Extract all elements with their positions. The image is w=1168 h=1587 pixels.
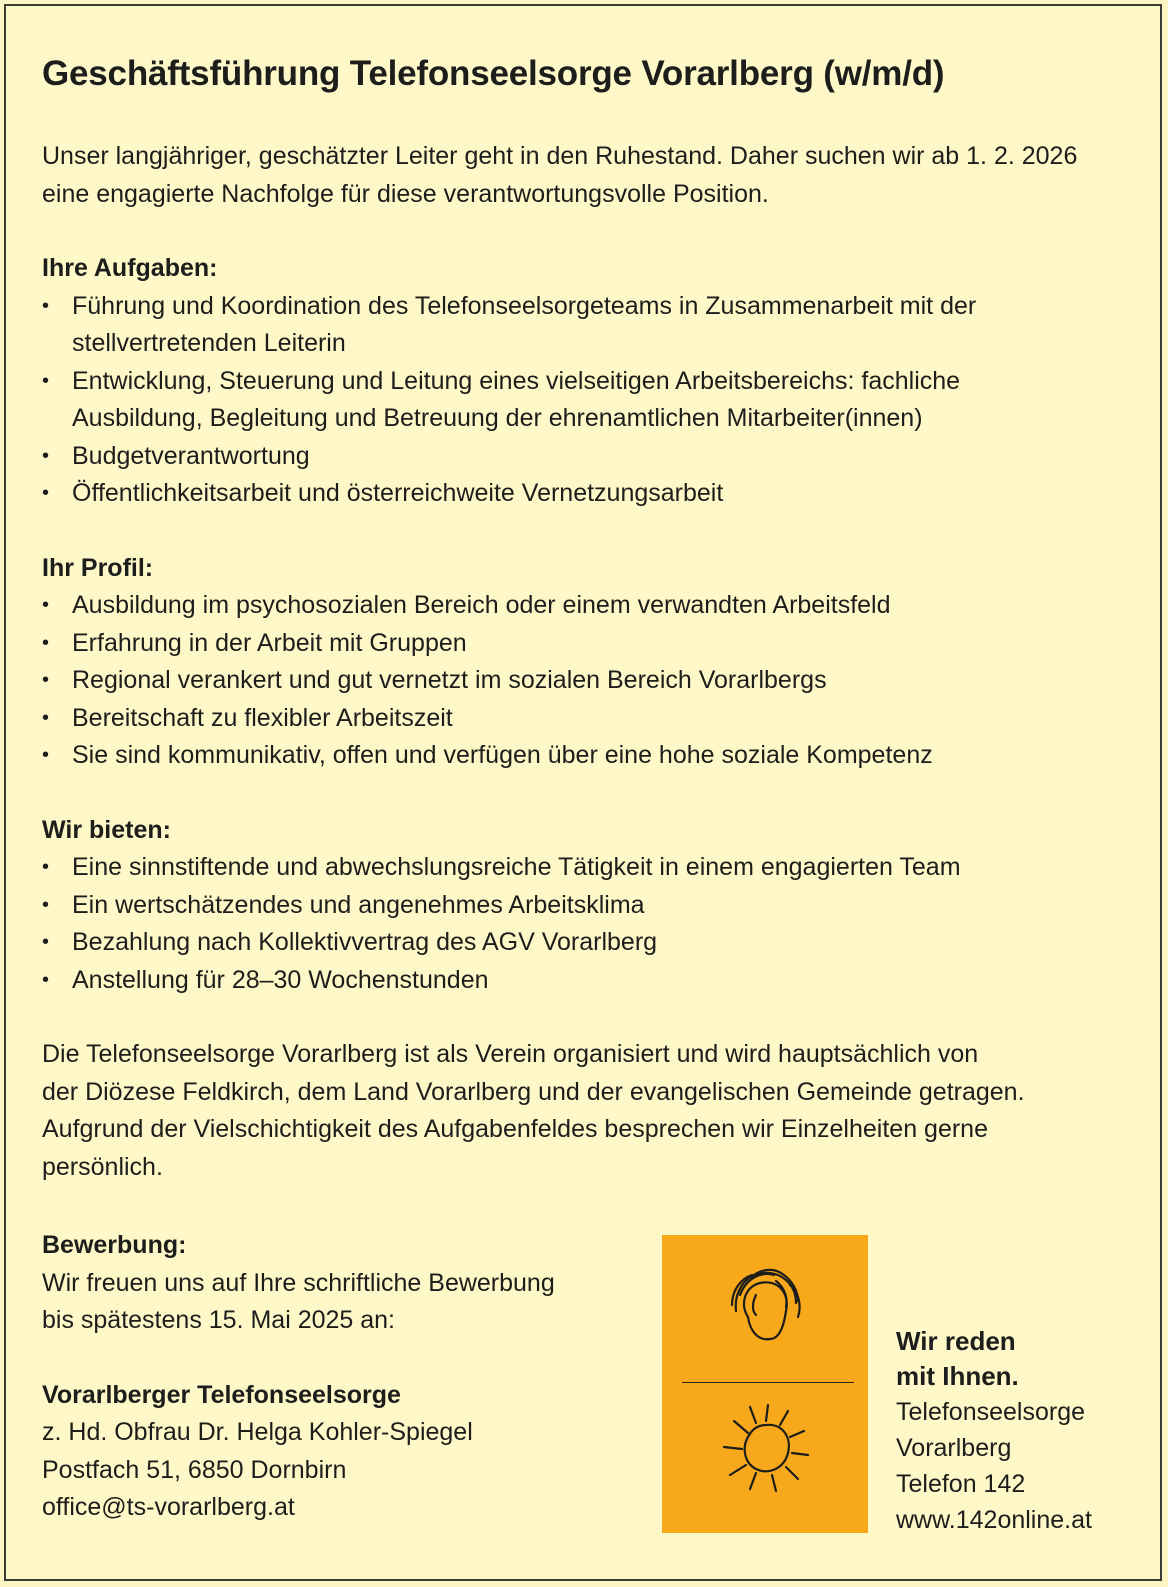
list-item: • Anstellung für 28–30 Wochenstunden xyxy=(42,962,1132,1000)
list-item: • Sie sind kommunikativ, offen und verfügen über eine hohe soziale Kompetenz xyxy=(42,737,1132,775)
list-item: • Eine sinnstiftende und abwechslungsreiche Tätigkeit in einem engagierten Team xyxy=(42,849,1132,887)
bewerbung-line: bis spätestens 15. Mai 2025 an: xyxy=(42,1306,396,1334)
address-org: Vorarlberger Telefonseelsorge xyxy=(42,1380,401,1409)
main-content xyxy=(42,52,1132,1186)
address-postal: Postfach 51, 6850 Dornbirn xyxy=(42,1455,347,1484)
list-item: • Regional verankert und gut vernetzt im sozialen Bereich Vorarlbergs xyxy=(42,662,1132,700)
bewerbung-heading: Bewerbung: xyxy=(42,1231,187,1259)
aufgaben-list xyxy=(42,288,1132,513)
page-title: Geschäftsführung Telefonseelsorge Vorarlberg (w/m/d) xyxy=(42,54,945,93)
list-item: • Bezahlung nach Kollektivvertrag des AGV Vorarlberg xyxy=(42,924,1132,962)
list-item: • Öffentlichkeitsarbeit und österreichweite Vernetzungsarbeit xyxy=(42,475,1132,513)
closing-paragraph xyxy=(42,1036,1132,1186)
list-item: • Erfahrung in der Arbeit mit Gruppen xyxy=(42,625,1132,663)
closing-line: Aufgrund der Vielschichtigkeit des Aufgabenfeldes besprechen wir Einzelheiten gerne xyxy=(42,1115,988,1143)
slogan-phone: Telefon 142 xyxy=(896,1470,1026,1498)
slogan-block xyxy=(896,1324,1156,1538)
telefonseelsorge-logo xyxy=(662,1235,868,1533)
sun-icon xyxy=(722,1403,810,1493)
aufgaben-heading: Ihre Aufgaben: xyxy=(42,254,218,282)
intro-text xyxy=(42,138,1132,213)
bieten-heading: Wir bieten: xyxy=(42,815,171,844)
list-item: • Führung und Koordination des Telefonseelsorgeteams in Zusammenarbeit mit der stellvertretenden Leiterin xyxy=(42,288,1092,363)
list-item: • Ausbildung im psychosozialen Bereich oder einem verwandten Arbeitsfeld xyxy=(42,587,1132,625)
bewerbung-line: Wir freuen uns auf Ihre schriftliche Bewerbung xyxy=(42,1268,555,1297)
face-icon xyxy=(726,1265,806,1347)
closing-line: der Diözese Feldkirch, dem Land Vorarlberg und der evangelischen Gemeinde getragen. xyxy=(42,1077,1025,1106)
slogan-line: mit Ihnen. xyxy=(896,1361,1019,1391)
slogan-org: Telefonseelsorge xyxy=(896,1398,1086,1426)
website-link[interactable]: www.142online.at xyxy=(896,1506,1092,1534)
logo-divider xyxy=(682,1382,854,1383)
profil-list xyxy=(42,587,1132,775)
list-item: • Budgetverantwortung xyxy=(42,438,1132,476)
profil-heading: Ihr Profil: xyxy=(42,553,154,582)
slogan-region: Vorarlberg xyxy=(896,1434,1012,1462)
job-ad-frame xyxy=(4,4,1162,1581)
application-block xyxy=(42,1227,642,1527)
intro-line: eine engagierte Nachfolge für diese verantwortungsvolle Position. xyxy=(42,179,769,208)
intro-line: Unser langjähriger, geschätzter Leiter geht in den Ruhestand. Daher suchen wir ab 1. 2. 2026 xyxy=(42,142,1078,170)
list-item: • Bereitschaft zu flexibler Arbeitszeit xyxy=(42,700,1132,738)
list-item: • Entwicklung, Steuerung und Leitung eines vielseitigen Arbeitsbereichs: fachliche Ausbildung, Begleitung und Betreuung der ehrenamtlichen Mitarbeiter(innen) xyxy=(42,363,1092,438)
bieten-list xyxy=(42,849,1132,999)
list-item: • Ein wertschätzendes und angenehmes Arbeitsklima xyxy=(42,887,1132,925)
closing-line: persönlich. xyxy=(42,1152,163,1181)
email-link[interactable]: office@ts-vorarlberg.at xyxy=(42,1493,295,1521)
slogan-line: Wir reden xyxy=(896,1326,1016,1356)
closing-line: Die Telefonseelsorge Vorarlberg ist als Verein organisiert und wird hauptsächlich von xyxy=(42,1040,979,1068)
address-contact: z. Hd. Obfrau Dr. Helga Kohler-Spiegel xyxy=(42,1418,473,1446)
